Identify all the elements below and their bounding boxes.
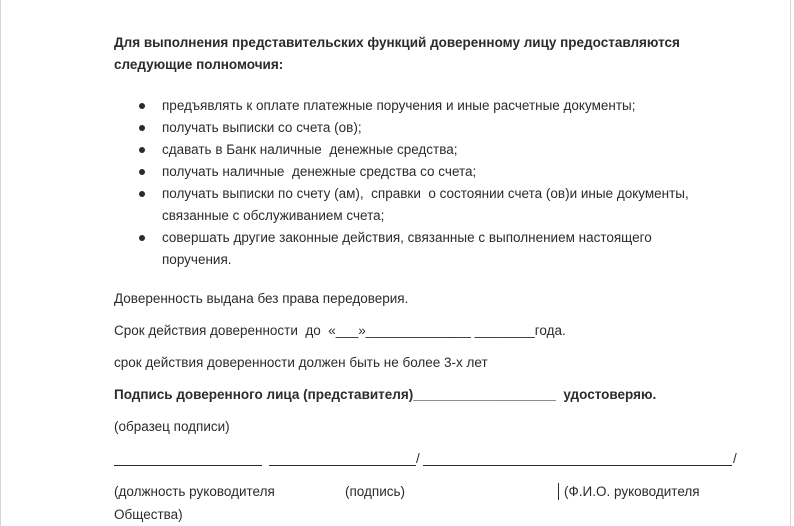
heading-line-1: Для выполнения представительских функций доверенному лицу предоставляются [114,35,680,50]
list-item: получать выписки со счета (ов); [139,117,739,139]
bullet-icon [139,169,145,175]
list-item: получать наличные денежные средства со счета; [139,161,739,183]
list-item: сдавать в Банк наличные денежные средства; [139,139,739,161]
list-item: получать выписки по счету (ам), справки о состоянии счета (ов)и иные документы, связанные с обслуживанием счета; [139,183,739,227]
powers-list [139,95,739,271]
validity-text: Срок действия доверенности до «___»______________ ________года. [114,323,566,338]
signature-separator: / [416,451,420,466]
bullet-icon [139,235,145,241]
bullet-icon [139,125,145,131]
list-item: совершать другие законные действия, связанные с выполнением настоящего поручения. [139,227,739,271]
name-signature-line [423,465,732,466]
position-signature-line [114,465,262,466]
company-label: Общества) [114,507,183,522]
list-item: предъявлять к оплате платежные поручения и иные расчетные документы; [139,95,739,117]
heading-line-2: следующие полномочия: [114,57,284,72]
no-delegation-text: Доверенность выдана без права передоверия. [114,291,409,306]
signature-line [269,465,416,466]
position-label: (должность руководителя [114,484,275,499]
name-label: (Ф.И.О. руководителя [564,484,700,499]
text-cursor [558,483,559,500]
signature-label: (подпись) [345,484,406,499]
signature-statement: Подпись доверенного лица (представителя)___________________ удостоверяю. [114,387,657,402]
sample-signature-label: (образец подписи) [114,419,230,434]
bullet-icon [139,103,145,109]
bullet-icon [139,191,145,197]
signature-end-separator: / [733,451,737,466]
validity-limit-text: срок действия доверенности должен быть не более 3-х лет [114,355,488,370]
bullet-icon [139,147,145,153]
